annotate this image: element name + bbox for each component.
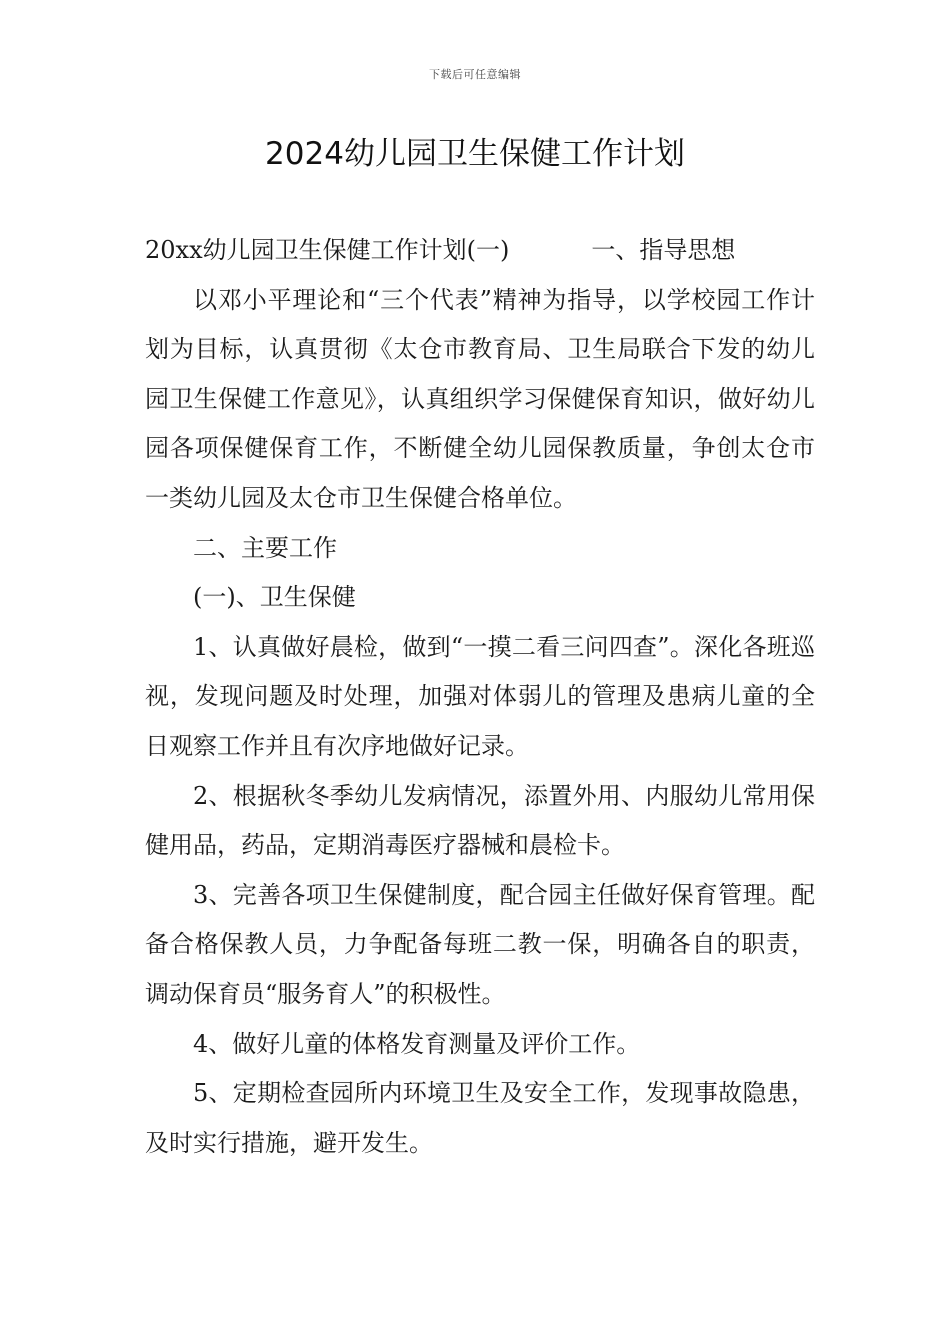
paragraph-item-5: 5、定期检查园所内环境卫生及安全工作，发现事故隐患，及时实行措施，避开发生。 bbox=[145, 1079, 815, 1157]
paragraph-item-2: 2、根据秋冬季幼儿发病情况，添置外用、内服幼儿常用保健用品，药品，定期消毒医疗器械和晨检卡。 bbox=[145, 781, 815, 860]
intro-line bbox=[145, 226, 815, 276]
subsection-heading-health-care: (一)、卫生保健 bbox=[193, 583, 356, 612]
section-heading-guiding-ideology: 一、指导思想 bbox=[591, 236, 736, 264]
paragraph-item-4: 4、做好儿童的体格发育测量及评价工作。 bbox=[193, 1029, 641, 1058]
document-title: 2024幼儿园卫生保健工作计划 bbox=[265, 136, 685, 172]
header-note: 下载后可任意编辑 bbox=[429, 68, 521, 81]
paragraph-item-3: 3、完善各项卫生保健制度，配合园主任做好保育管理。配备合格保教人员，力争配备每班二教一保，明确各自的职责，调动保育员“服务育人”的积极性。 bbox=[145, 880, 815, 1008]
paragraph-guiding-ideology: 以邓小平理论和“三个代表”精神为指导，以学校园工作计划为目标，认真贯彻《太仓市教育局、卫生局联合下发的幼儿园卫生保健工作意见》，认真组织学习保健保育知识，做好幼儿园各项保健保育工作，不断健全幼儿园保教质量，争创太仓市一类幼儿园及太仓市卫生保健合格单位。 bbox=[145, 285, 815, 512]
paragraph-item-1: 1、认真做好晨检，做到“一摸二看三问四查”。深化各班巡视，发现问题及时处理，加强对体弱儿的管理及患病儿童的全日观察工作并且有次序地做好记录。 bbox=[145, 632, 815, 760]
intro-subtitle: 20xx幼儿园卫生保健工作计划(一) bbox=[145, 236, 510, 264]
section-heading-main-work: 二、主要工作 bbox=[193, 533, 337, 562]
document-body bbox=[145, 226, 815, 1168]
